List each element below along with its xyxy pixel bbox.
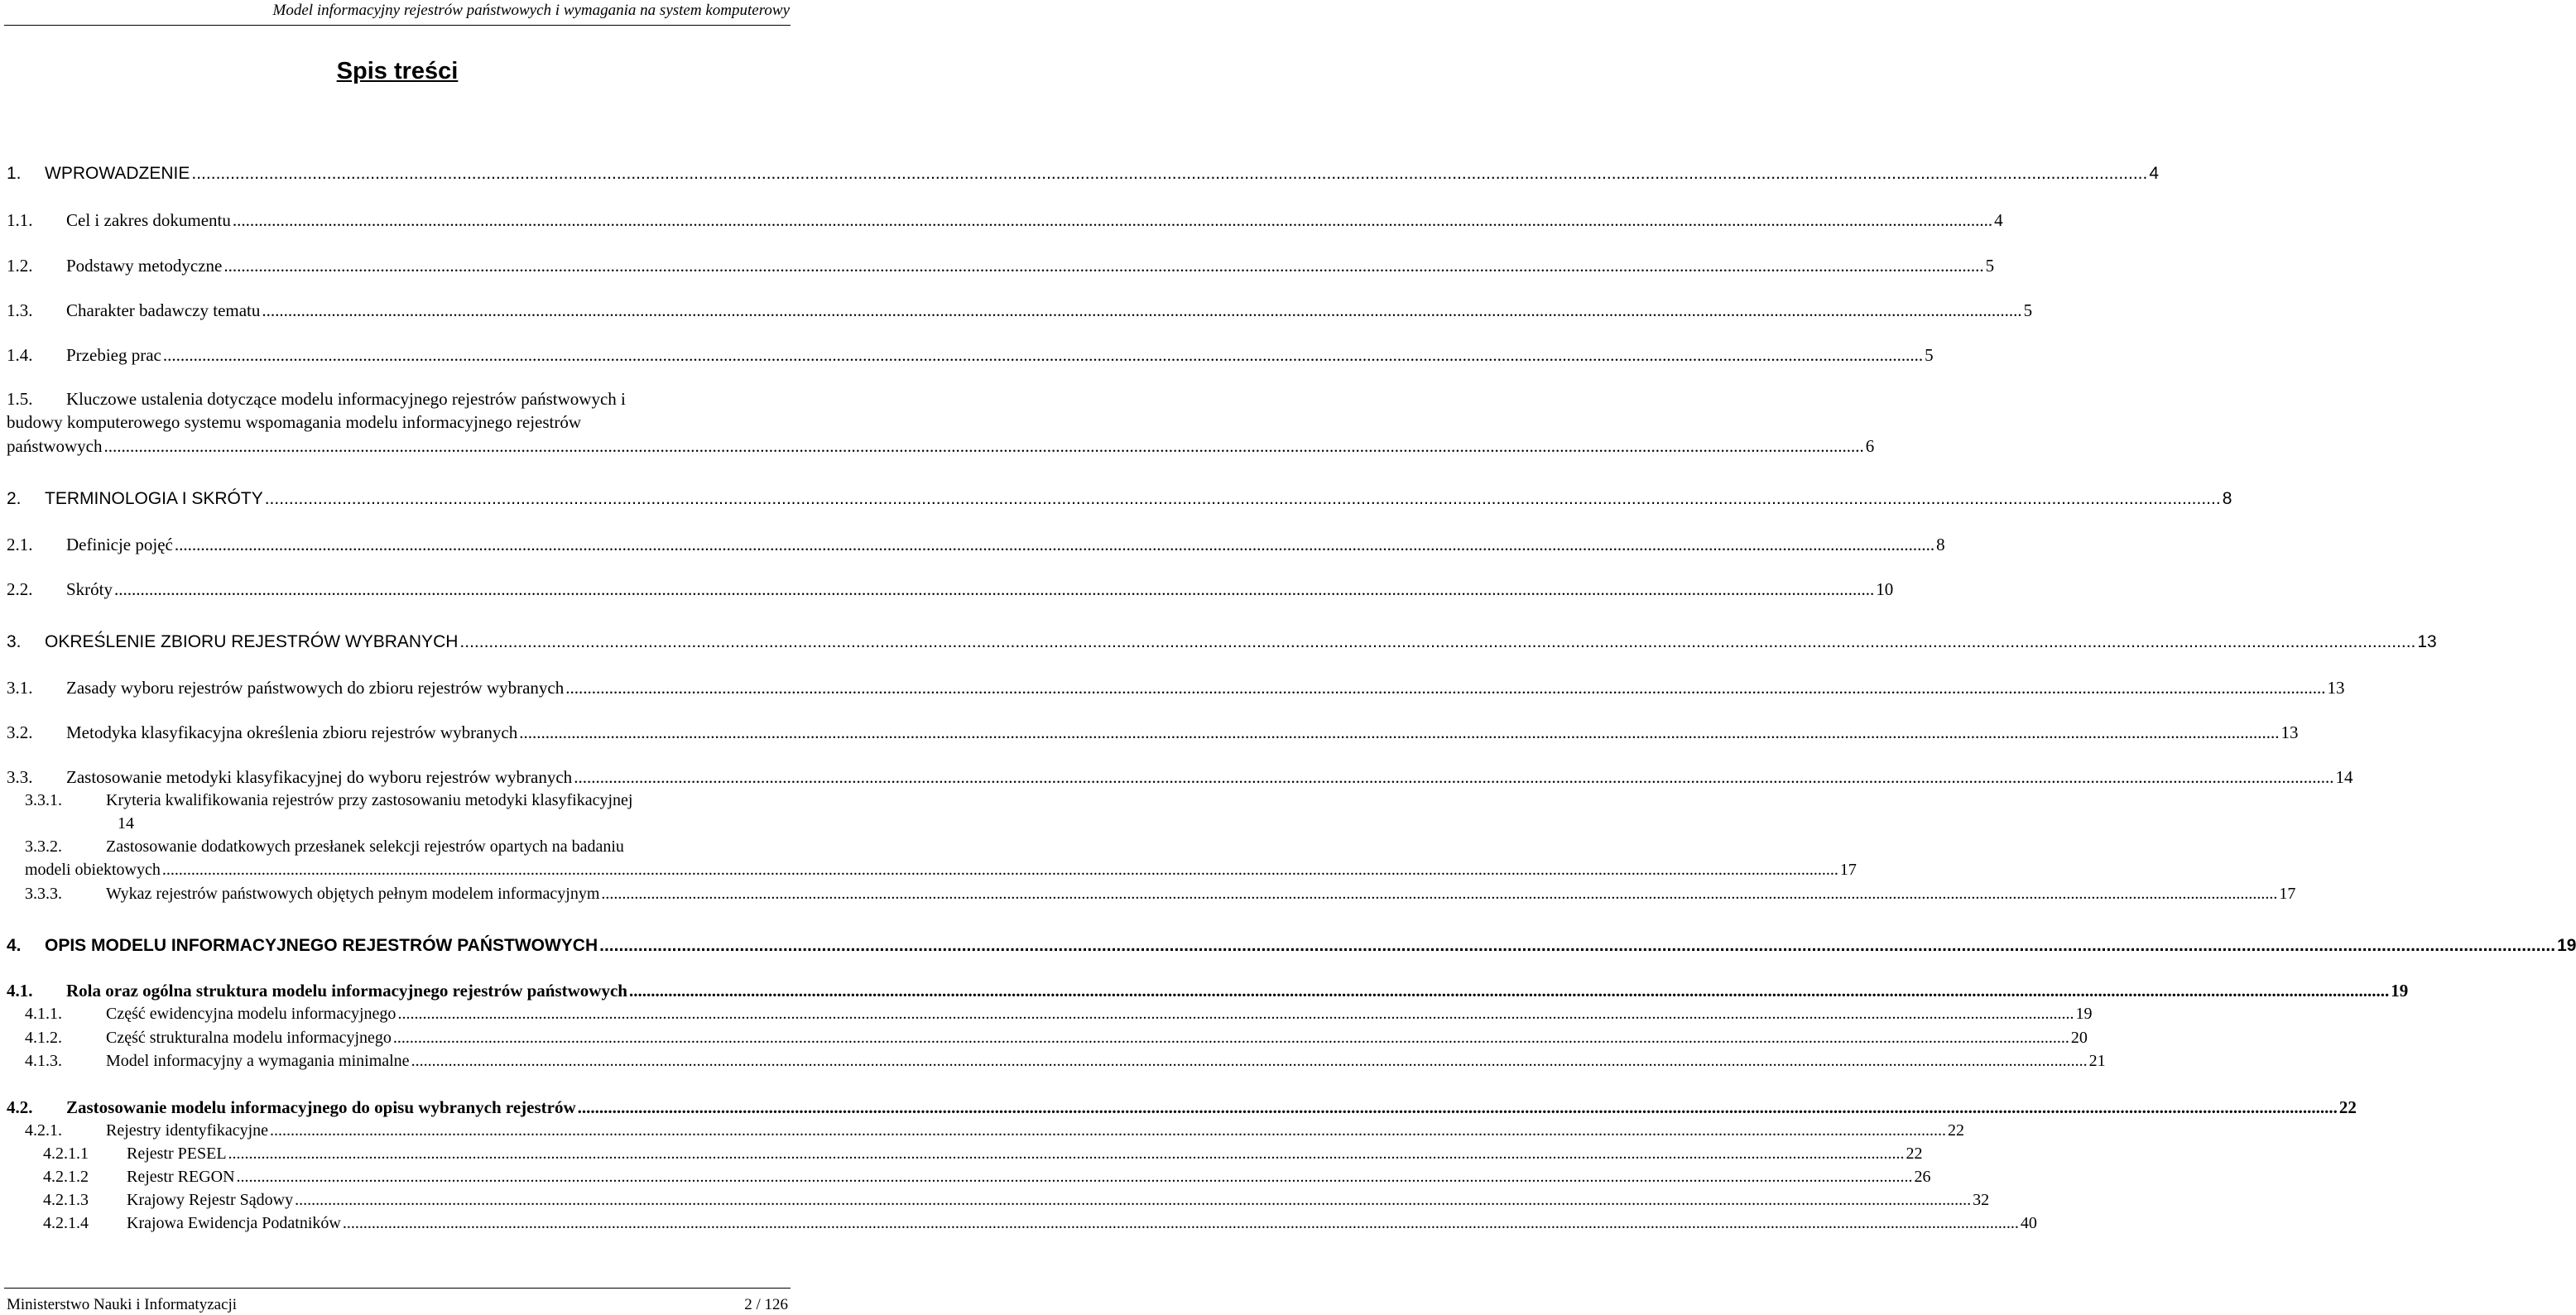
toc-entry[interactable] <box>7 489 2232 509</box>
toc-label-line2: modeli obiektowych <box>25 861 161 879</box>
toc-leader <box>163 345 1923 366</box>
toc-number: 4.2.1.3 <box>43 1191 89 1209</box>
toc-entry[interactable] <box>7 1168 1931 1187</box>
toc-label: Rola oraz ogólna struktura modelu informacyjnego rejestrów państwowych <box>66 981 627 1001</box>
toc-entry[interactable] <box>7 1191 1990 1210</box>
toc-label: Cel i zakres dokumentu <box>66 210 231 230</box>
toc-leader <box>397 1005 2074 1024</box>
toc-label-line3: państwowych <box>7 436 103 456</box>
toc-leader <box>262 300 2021 321</box>
toc-page: 8 <box>2222 489 2232 508</box>
toc-leader <box>295 1191 1971 1210</box>
header-divider <box>4 25 791 26</box>
toc-page: 5 <box>1925 345 1934 365</box>
toc-number: 2.2. <box>7 579 33 599</box>
toc-entry[interactable] <box>7 1005 2093 1024</box>
toc-number: 3. <box>7 632 22 651</box>
toc-leader <box>629 981 2389 1001</box>
toc-entry[interactable] <box>7 1145 1923 1164</box>
toc-leader <box>223 256 1983 276</box>
toc-leader <box>565 678 2325 698</box>
toc-entry[interactable] <box>7 1214 2037 1233</box>
toc-entry[interactable] <box>7 300 2033 321</box>
toc-page: 14 <box>118 814 134 833</box>
toc-label: OPIS MODELU INFORMACYJNEGO REJESTRÓW PAŃSTWOWYCH <box>45 936 598 955</box>
toc-entry-continuation[interactable] <box>25 861 1857 880</box>
toc-label: Metodyka klasyfikacyjna określenia zbioru rejestrów wybranych <box>66 722 518 742</box>
toc-label: Zasady wyboru rejestrów państwowych do zbioru rejestrów wybranych <box>66 678 565 698</box>
toc-number: 2. <box>7 489 22 508</box>
toc-leader <box>175 535 1934 555</box>
toc-number: 4. <box>7 936 22 955</box>
toc-label: Część ewidencyjna modelu informacyjnego <box>106 1005 396 1023</box>
toc-label: Przebieg prac <box>66 345 161 365</box>
toc-label: Zastosowanie metodyki klasyfikacyjnej do wyboru rejestrów wybranych <box>66 767 573 787</box>
toc-page: 17 <box>2279 885 2296 903</box>
toc-number: 3.3.3. <box>25 885 62 903</box>
toc-label: Krajowa Ewidencja Podatników <box>127 1214 341 1232</box>
toc-leader <box>411 1052 2088 1071</box>
toc-entry[interactable] <box>7 1029 2088 1048</box>
toc-entry[interactable] <box>7 1052 2106 1071</box>
toc-number: 3.3.1. <box>25 791 62 809</box>
toc-label: Rejestr REGON <box>127 1168 235 1186</box>
running-header: Model informacyjny rejestrów państwowych i wymagania na system komputerowy <box>272 2 790 19</box>
toc-entry[interactable] <box>7 256 1995 276</box>
toc-leader <box>233 210 1992 231</box>
toc-label: Część strukturalna modelu informacyjnego <box>106 1029 392 1047</box>
toc-page: 22 <box>1948 1121 1965 1140</box>
toc-leader <box>578 1097 2338 1118</box>
toc-entry[interactable] <box>7 936 2576 956</box>
toc-leader <box>103 436 1863 457</box>
footer-divider <box>4 1288 791 1289</box>
toc-leader <box>601 885 2277 904</box>
toc-leader <box>265 489 2221 509</box>
toc-page: 19 <box>2075 1005 2093 1023</box>
toc-number: 1.1. <box>7 210 33 230</box>
toc-number: 3.3. <box>7 767 33 787</box>
toc-label-line2: budowy komputerowego systemu wspomagania modelu informacyjnego rejestrów <box>7 412 582 432</box>
toc-number: 1.4. <box>7 345 33 365</box>
toc-number: 3.3.2. <box>25 837 62 856</box>
toc-number: 1.2. <box>7 256 33 276</box>
toc-page: 17 <box>1839 861 1857 879</box>
toc-page: 13 <box>2280 722 2299 742</box>
toc-page: 22 <box>2338 1097 2357 1117</box>
toc-number: 4.2.1.2 <box>43 1168 89 1186</box>
toc-label: Definicje pojęć <box>66 535 173 554</box>
toc-number: 3.2. <box>7 722 33 742</box>
toc-page: 22 <box>1906 1145 1923 1163</box>
toc-label-line1: Zastosowanie dodatkowych przesłanek selekcji rejestrów opartych na badaniu <box>106 837 624 856</box>
toc-entry-continuation[interactable] <box>7 436 1875 457</box>
toc-page: 19 <box>2557 936 2576 955</box>
toc-entry[interactable] <box>7 345 1934 366</box>
toc-number: 4.2.1.1 <box>43 1145 89 1163</box>
toc-entry[interactable] <box>7 981 2409 1001</box>
toc-entry[interactable] <box>7 678 2345 698</box>
toc-entry[interactable] <box>7 767 2353 788</box>
toc-label: Kryteria kwalifikowania rejestrów przy zastosowaniu metodyki klasyfikacyjnej <box>106 791 633 809</box>
toc-leader <box>574 767 2333 788</box>
toc-number: 4.2.1.4 <box>43 1214 89 1232</box>
toc-page: 20 <box>2070 1029 2088 1047</box>
toc-number: 4.2.1. <box>25 1121 62 1140</box>
toc-label: Podstawy metodyczne <box>66 256 223 276</box>
toc-label: WPROWADZENIE <box>45 164 190 183</box>
footer-organization: Ministerstwo Nauki i Informatyzacji <box>7 1296 238 1313</box>
toc-number: 1.5. <box>7 389 33 409</box>
toc-leader <box>114 579 1874 600</box>
toc-entry[interactable] <box>7 210 2003 231</box>
toc-number: 4.1. <box>7 981 33 1001</box>
toc-title: Spis treści <box>336 58 459 84</box>
toc-page: 19 <box>2391 981 2409 1001</box>
toc-label-line1: Kluczowe ustalenia dotyczące modelu informacyjnego rejestrów państwowych i <box>66 389 626 409</box>
toc-entry[interactable] <box>7 885 2296 904</box>
toc-label: Krajowy Rejestr Sądowy <box>127 1191 294 1209</box>
toc-label: Charakter badawczy tematu <box>66 300 261 320</box>
toc-entry-multiline[interactable] <box>7 389 788 410</box>
toc-page: 6 <box>1865 436 1875 456</box>
toc-number: 4.1.2. <box>25 1029 62 1047</box>
toc-entry[interactable] <box>7 1097 2357 1118</box>
toc-leader <box>459 632 2415 652</box>
toc-leader <box>237 1168 1913 1187</box>
toc-number: 4.2. <box>7 1097 33 1117</box>
toc-label: OKREŚLENIE ZBIORU REJESTRÓW WYBRANYCH <box>45 632 459 651</box>
toc-page: 21 <box>2088 1052 2106 1070</box>
toc-page: 8 <box>1936 535 1945 554</box>
toc-entry[interactable] <box>7 1121 1965 1140</box>
toc-entry[interactable] <box>7 722 2299 743</box>
toc-label: Wykaz rejestrów państwowych objętych pełnym modelem informacyjnym <box>106 885 600 903</box>
toc-leader <box>519 722 2279 743</box>
toc-page: 4 <box>2149 164 2160 183</box>
toc-number: 4.1.1. <box>25 1005 62 1023</box>
toc-label: Rejestry identyfikacyjne <box>106 1121 269 1140</box>
toc-leader <box>599 936 2555 956</box>
toc-page: 10 <box>1876 579 1894 599</box>
toc-entry[interactable] <box>7 535 1945 555</box>
toc-page: 40 <box>2020 1214 2037 1232</box>
toc-leader <box>162 861 1838 880</box>
toc-label: Zastosowanie modelu informacyjnego do opisu wybranych rejestrów <box>66 1097 576 1117</box>
toc-entry[interactable] <box>7 579 1894 600</box>
toc-page: 26 <box>1914 1168 1931 1186</box>
toc-number: 4.1.3. <box>25 1052 62 1070</box>
toc-leader <box>393 1029 2069 1048</box>
toc-label: TERMINOLOGIA I SKRÓTY <box>45 489 263 508</box>
toc-leader <box>228 1145 1905 1164</box>
toc-label: Model informacyjny a wymagania minimalne <box>106 1052 410 1070</box>
toc-page: 5 <box>2023 300 2033 320</box>
toc-number: 1.3. <box>7 300 33 320</box>
toc-leader <box>191 164 2147 184</box>
toc-entry-multiline[interactable] <box>7 791 788 810</box>
toc-page: 4 <box>1994 210 2003 230</box>
toc-leader <box>270 1121 1946 1140</box>
toc-page: 32 <box>1973 1191 1990 1209</box>
toc-number: 2.1. <box>7 535 33 554</box>
toc-leader <box>343 1214 2019 1233</box>
page-counter: 2 / 126 <box>744 1296 788 1313</box>
toc-number: 1. <box>7 164 22 183</box>
toc-page: 5 <box>1985 256 1995 276</box>
toc-entry-multiline[interactable] <box>7 837 788 857</box>
toc-label: Rejestr PESEL <box>127 1145 227 1163</box>
toc-page: 14 <box>2335 767 2353 787</box>
toc-number: 3.1. <box>7 678 33 698</box>
toc-entry[interactable] <box>7 164 2160 184</box>
toc-page: 13 <box>2327 678 2345 698</box>
toc-page: 13 <box>2417 632 2437 651</box>
toc-label: Skróty <box>66 579 113 599</box>
toc-entry[interactable] <box>7 632 2437 652</box>
